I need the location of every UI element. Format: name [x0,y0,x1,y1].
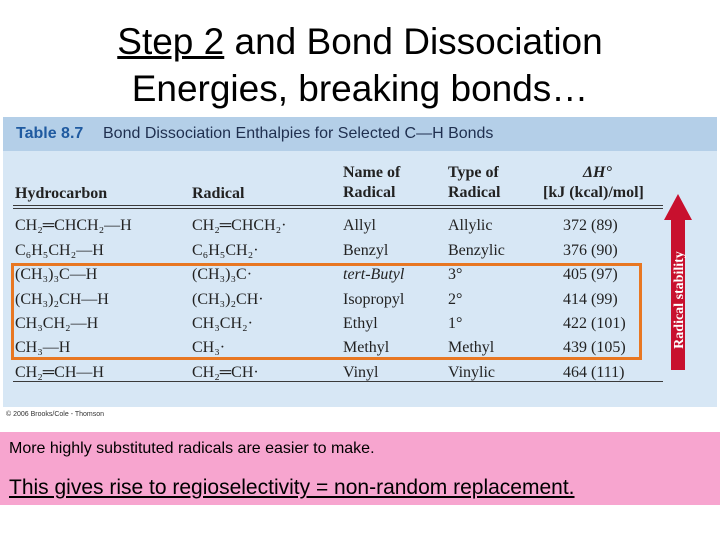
cell-name-tert-butyl: tert-Butyl [343,266,405,283]
cell-name-vinyl: Vinyl [343,364,379,381]
col-header-radical: Radical [192,185,245,202]
title-rest: and Bond Dissociation [224,21,603,62]
cell-dh-benzyl: 376 (90) [563,242,618,259]
note-panel [0,432,720,505]
cell-name-allyl: Allyl [343,217,376,234]
header-rule-top [13,205,663,206]
slide-title-line2: Energies, breaking bonds… [131,68,589,109]
cell-radical-benzyl: C₆H₅CH₂· [192,242,259,259]
highlight-box [11,263,642,360]
cell-radical-methyl: CH₃· [192,339,226,356]
radical-stability-label: Radical stability [672,251,687,349]
col-header-type-of-radical: Type of Radical [448,164,501,201]
cell-type-isopropyl: 2° [448,291,463,308]
cell-dh-allyl: 372 (89) [563,217,618,234]
cell-radical-allyl: CH₂═CHCH₂· [192,217,287,234]
header-rule-bottom [13,208,663,209]
cell-type-benzyl: Benzylic [448,242,505,259]
cell-type-methyl: Methyl [448,339,495,356]
cell-hydrocarbon-isopropyl: (CH₃)₂CH—H [15,291,109,308]
col-header-dh: ΔH° [kJ (kcal)/mol] [543,164,644,201]
table-header-bar [3,117,717,151]
cell-hydrocarbon-ethyl: CH₃CH₂—H [15,315,99,332]
cell-hydrocarbon-tert-butyl: (CH₃)₃C—H [15,266,98,283]
slide-title [0,18,720,112]
cell-dh-methyl: 439 (105) [563,339,626,356]
table-number: Table 8.7 [16,125,84,142]
cell-type-vinyl: Vinylic [448,364,496,381]
cell-radical-vinyl: CH₂═CH· [192,364,259,381]
title-step: Step 2 [117,21,225,62]
cell-name-methyl: Methyl [343,339,390,356]
cell-radical-isopropyl: (CH₃)₂CH· [192,291,264,308]
cell-hydrocarbon-benzyl: C₆H₅CH₂—H [15,242,104,259]
cell-type-allyl: Allylic [448,217,493,234]
cell-dh-vinyl: 464 (111) [563,364,625,381]
cell-type-tert-butyl: 3° [448,266,463,283]
cell-dh-ethyl: 422 (101) [563,315,626,332]
cell-type-ethyl: 1° [448,315,463,332]
cell-name-benzyl: Benzyl [343,242,389,259]
copyright-notice: © 2006 Brooks/Cole - Thomson [6,411,105,418]
col-header-hydrocarbon: Hydrocarbon [15,185,108,202]
cell-dh-tert-butyl: 405 (97) [563,266,618,283]
cell-hydrocarbon-allyl: CH₂═CHCH₂—H [15,217,132,234]
cell-hydrocarbon-vinyl: CH₂═CH—H [15,364,104,381]
cell-dh-isopropyl: 414 (99) [563,291,618,308]
note-regioselectivity: This gives rise to regioselectivity = non-random replacement. [9,476,575,499]
col-header-name-of-radical: Name of Radical [343,164,401,201]
slide-title-line1 [0,18,720,65]
bond-enthalpy-table [3,117,717,407]
table-caption: Bond Dissociation Enthalpies for Selected C—H Bonds [103,125,494,142]
cell-name-ethyl: Ethyl [343,315,378,332]
cell-name-isopropyl: Isopropyl [343,291,405,308]
note-substituted-radicals: More highly substituted radicals are easier to make. [9,440,375,457]
cell-hydrocarbon-methyl: CH₃—H [15,339,71,356]
cell-radical-ethyl: CH₃CH₂· [192,315,253,332]
cell-radical-tert-butyl: (CH₃)₃C· [192,266,253,283]
